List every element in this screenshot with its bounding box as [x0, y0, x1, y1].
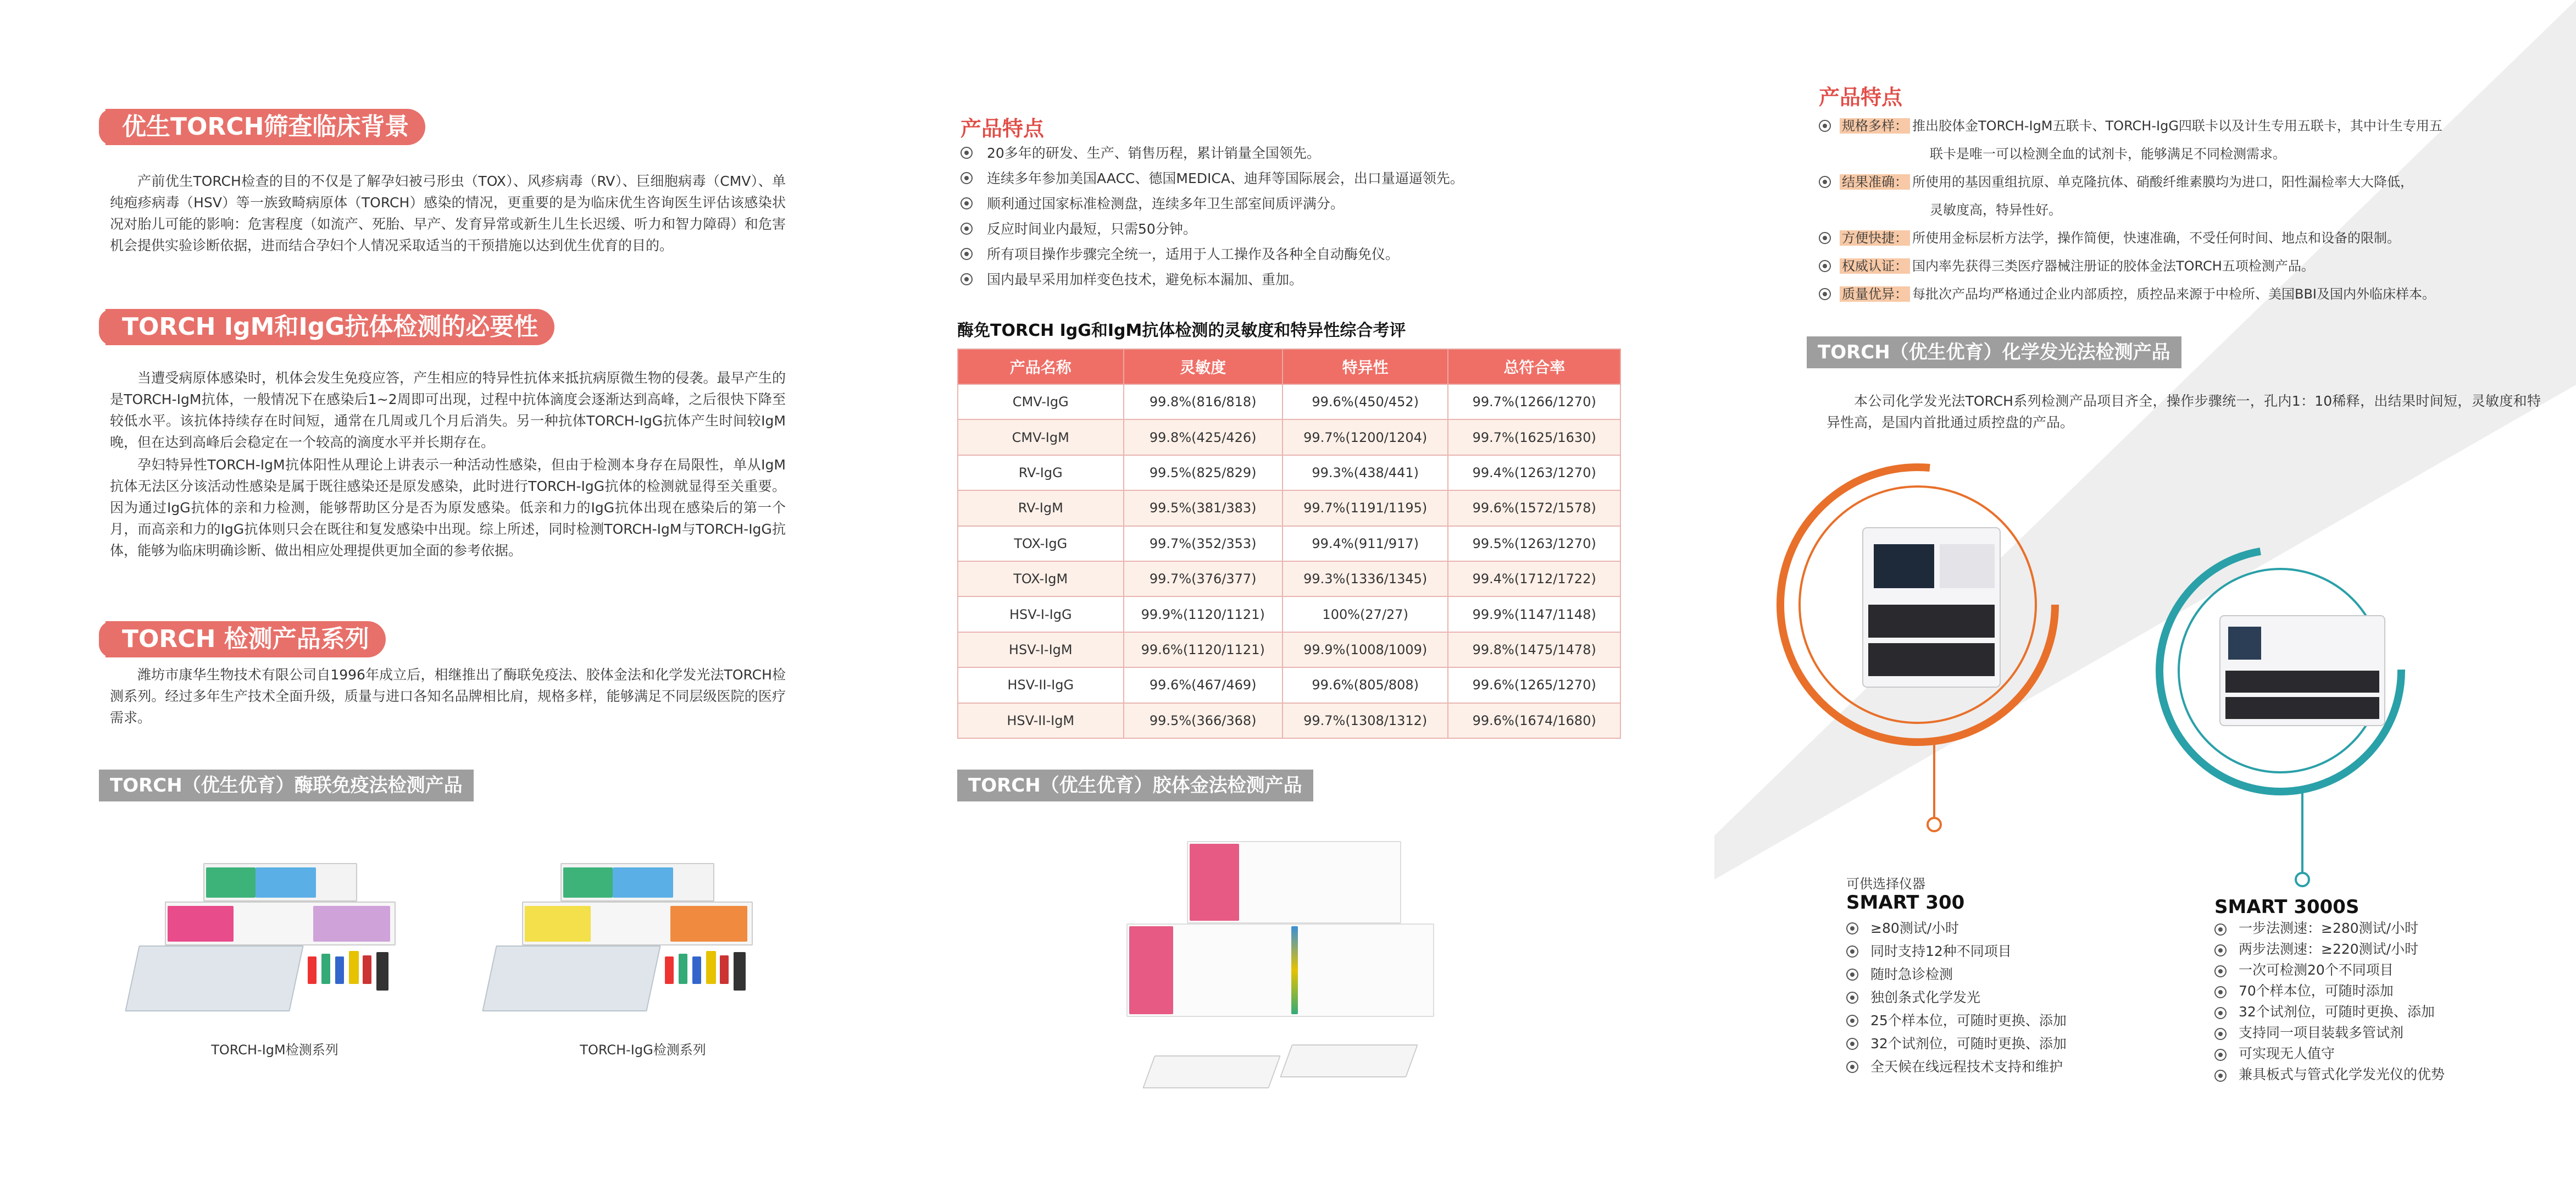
test-card — [1280, 1044, 1418, 1077]
cell-sensitivity: 99.5%(825/829) — [1124, 455, 1283, 490]
cell-agreement: 99.6%(1674/1680) — [1448, 703, 1620, 738]
bullet-icon — [1846, 1038, 1858, 1050]
cell-agreement: 99.6%(1572/1578) — [1448, 490, 1620, 526]
spec-item: 70个样本位，可随时添加 — [2214, 981, 2522, 1002]
spec-item: 25个样本位，可随时更换、添加 — [1846, 1009, 2143, 1032]
features-title: 产品特点 — [961, 117, 1045, 141]
col-header-agreement: 总符合率 — [1448, 349, 1620, 384]
cell-product: RV-IgG — [958, 455, 1124, 490]
vial — [321, 954, 330, 984]
table-row — [958, 490, 1620, 526]
cell-specificity: 99.7%(1191/1195) — [1283, 490, 1448, 526]
igm-kit-image — [132, 858, 440, 1022]
background-paragraph: 产前优生TORCH检查的目的不仅是了解孕妇被弓形虫（TOX）、风疹病毒（RV）、巨细胞病毒（CMV）、单纯疱疹病毒（HSV）等一族致畸病原体（TORCH）感染的情况，更重要的是为临床优生咨询医生评估该感染状况对胎儿可能的影响：危害程度（如流产、死胎、早产、发育异常或新生儿生长迟缓、听力和智力障碍）和危害机会提供实验诊断依据，进而结合孕妇个人情况采取适当的干预措施以达到优生优育的目的。 — [110, 173, 786, 253]
feature-item: 权威认证： 国内率先获得三类医疗器械注册证的胶体金法TORCH五项检测产品。 — [1819, 252, 2550, 280]
cell-product: HSV-I-IgG — [958, 596, 1124, 632]
microplate-bag — [125, 945, 304, 1011]
kit-box-purple-label — [313, 906, 390, 942]
bullet-icon — [1846, 969, 1858, 981]
bullet-icon — [961, 172, 973, 184]
spec-item: 32个试剂位，可随时更换、添加 — [2214, 1002, 2522, 1022]
cell-sensitivity: 99.7%(376/377) — [1124, 561, 1283, 596]
kit-box-orange-label — [670, 906, 747, 942]
table-title: 酶免TORCH IgG和IgM抗体检测的灵敏度和特异性综合考评 — [957, 321, 1406, 340]
table-row — [958, 561, 1620, 596]
bullet-icon — [2214, 923, 2227, 936]
feature-item: 20多年的研发、生产、销售历程，累计销量全国领先。 — [961, 141, 1675, 166]
smart-3000s-title: SMART 3000S — [2214, 896, 2360, 918]
features-list — [961, 141, 1675, 292]
cell-specificity: 99.7%(1200/1204) — [1283, 419, 1448, 455]
feature-item: 连续多年参加美国AACC、德国MEDICA、迪拜等国际展会，出口量逼逼领先。 — [961, 166, 1675, 191]
cell-product: CMV-IgG — [958, 384, 1124, 419]
cell-specificity: 99.6%(450/452) — [1283, 384, 1448, 419]
kit-box-blue-label — [256, 867, 316, 898]
bullet-icon — [1846, 945, 1858, 958]
cell-specificity: 99.6%(805/808) — [1283, 667, 1448, 703]
panel-right — [1714, 0, 2576, 1178]
smart-3000s-analyzer — [2220, 616, 2385, 726]
cell-specificity: 99.4%(911/917) — [1283, 526, 1448, 561]
cell-product: HSV-II-IgG — [958, 667, 1124, 703]
bullet-icon — [1846, 1015, 1858, 1027]
cell-specificity: 99.7%(1308/1312) — [1283, 703, 1448, 738]
product-series-paragraph: 潍坊市康华生物技术有限公司自1996年成立后，相继推出了酶联免疫法、胶体金法和化学发光法TORCH检测系列。经过多年生产技术全面升级，质量与进口各知名品牌相比肩，规格多样，能够满足不同层级医院的医疗需求。 — [110, 667, 786, 726]
table-row — [958, 526, 1620, 561]
cell-agreement: 99.9%(1147/1148) — [1448, 596, 1620, 632]
smart-300-specs — [1846, 917, 2143, 1079]
vial — [692, 956, 701, 984]
cell-agreement: 99.8%(1475/1478) — [1448, 632, 1620, 667]
bullet-icon — [2214, 986, 2227, 998]
igm-series-caption: TORCH-IgM检测系列 — [211, 1042, 338, 1058]
cell-agreement: 99.5%(1263/1270) — [1448, 526, 1620, 561]
bullet-icon — [961, 147, 973, 159]
vial — [308, 956, 317, 984]
bullet-icon — [1819, 120, 1831, 132]
cell-specificity: 100%(27/27) — [1283, 596, 1448, 632]
bullet-icon — [961, 223, 973, 235]
bullet-icon — [1846, 992, 1858, 1004]
bullet-icon — [961, 273, 973, 285]
spec-item: 可实现无人值守 — [2214, 1043, 2522, 1064]
bullet-icon — [961, 248, 973, 260]
col-header-product: 产品名称 — [958, 349, 1124, 384]
features-title: 产品特点 — [1819, 85, 1903, 109]
cell-sensitivity: 99.8%(425/426) — [1124, 419, 1283, 455]
table-row — [958, 384, 1620, 419]
bullet-icon — [1819, 288, 1831, 300]
features-list — [1819, 112, 2550, 308]
table-row — [958, 455, 1620, 490]
feature-item: 方便快捷： 所使用金标层析方法学，操作简便，快速准确，不受任何时间、地点和设备的限制。 — [1819, 224, 2550, 252]
test-card — [1142, 1055, 1281, 1088]
feature-item: 反应时间业内最短，只需50分钟。 — [961, 217, 1675, 242]
spec-item: 全天候在线远程技术支持和维护 — [1846, 1055, 2143, 1079]
feature-item: 规格多样： 推出胶体金TORCH-IgM五联卡、TORCH-IgG四联卡以及计生专用五联卡，其中计生专用五 联卡是唯一可以检测全血的试剂卡，能够满足不同检测需求。 — [1819, 112, 2550, 168]
kit-box-pink-label — [168, 906, 234, 942]
cell-product: TOX-IgG — [958, 526, 1124, 561]
elisa-products-bar: TORCH（优生优育）酶联免疫法检测产品 — [99, 770, 474, 801]
spec-item: 支持同一项目装载多管试剂 — [2214, 1022, 2522, 1043]
cell-agreement: 99.7%(1266/1270) — [1448, 384, 1620, 419]
table-row — [958, 667, 1620, 703]
bullet-icon — [2214, 944, 2227, 956]
vial — [679, 954, 687, 984]
cell-sensitivity: 99.6%(1120/1121) — [1124, 632, 1283, 667]
bullet-icon — [2214, 1007, 2227, 1019]
vial — [349, 951, 359, 984]
kit-box-blue-label — [613, 867, 673, 898]
orange-dot — [1928, 818, 1941, 831]
spec-item: 一次可检测20个不同项目 — [2214, 960, 2522, 981]
table-row — [958, 703, 1620, 738]
optional-instruments-label: 可供选择仪器 — [1846, 876, 1925, 892]
microplate-bag — [482, 945, 661, 1011]
igg-kit-image — [489, 858, 797, 1022]
vial — [720, 955, 729, 984]
cell-product: HSV-II-IgM — [958, 703, 1124, 738]
bullet-icon — [1846, 922, 1858, 934]
panel-middle — [857, 0, 1714, 1178]
cell-agreement: 99.6%(1265/1270) — [1448, 667, 1620, 703]
vial — [363, 955, 371, 984]
table-header-row — [958, 349, 1620, 384]
feature-item: 所有项目操作步骤完全统一，适用于人工操作及各种全自动酶免仪。 — [961, 242, 1675, 267]
spec-item: 独创条式化学发光 — [1846, 986, 2143, 1009]
bullet-icon — [2214, 1070, 2227, 1082]
bullet-icon — [2214, 1049, 2227, 1061]
kit-box-green-label — [206, 867, 256, 898]
vial — [665, 956, 674, 984]
cell-specificity: 99.3%(438/441) — [1283, 455, 1448, 490]
kit-box-yellow-label — [525, 906, 591, 942]
vial — [376, 952, 388, 991]
smart-300-title: SMART 300 — [1846, 892, 1965, 914]
cell-sensitivity: 99.8%(816/818) — [1124, 384, 1283, 419]
smart-3000s-specs — [2214, 918, 2522, 1085]
vial — [734, 952, 746, 991]
cell-agreement: 99.4%(1712/1722) — [1448, 561, 1620, 596]
spec-item: 两步法测速：≥220测试/小时 — [2214, 939, 2522, 960]
cell-agreement: 99.7%(1625/1630) — [1448, 419, 1620, 455]
spec-item: ≥80测试/小时 — [1846, 917, 2143, 940]
igg-series-caption: TORCH-IgG检测系列 — [580, 1042, 706, 1058]
bullet-icon — [2214, 965, 2227, 977]
bullet-icon — [1819, 232, 1831, 244]
feature-item: 国内最早采用加样变色技术，避免标本漏加、重加。 — [961, 267, 1675, 292]
colloidal-gold-bar: TORCH（优生优育）胶体金法检测产品 — [957, 770, 1313, 801]
heading-torch-background: 优生TORCH筛查临床背景 — [106, 109, 425, 145]
cell-product: CMV-IgM — [958, 419, 1124, 455]
bullet-icon — [961, 197, 973, 209]
spec-item: 32个试剂位，可随时更换、添加 — [1846, 1032, 2143, 1055]
feature-item: 质量优异： 每批次产品均严格通过企业内部质控，质控品来源于中检所、美国BBI及国内外临床样本。 — [1819, 280, 2550, 308]
cell-sensitivity: 99.7%(352/353) — [1124, 526, 1283, 561]
cell-specificity: 99.3%(1336/1345) — [1283, 561, 1448, 596]
spec-item: 一步法测速：≥280测试/小时 — [2214, 918, 2522, 939]
spec-item: 随时急诊检测 — [1846, 963, 2143, 986]
cell-specificity: 99.9%(1008/1009) — [1283, 632, 1448, 667]
cell-sensitivity: 99.5%(381/383) — [1124, 490, 1283, 526]
chemiluminescence-bar: TORCH（优生优育）化学发光法检测产品 — [1807, 336, 2181, 368]
bullet-icon — [1846, 1061, 1858, 1073]
col-header-sensitivity: 灵敏度 — [1124, 349, 1283, 384]
spec-item: 同时支持12种不同项目 — [1846, 940, 2143, 963]
kit-stripe — [1291, 926, 1298, 1014]
colloidal-gold-kit-image — [1126, 836, 1456, 1099]
cell-product: RV-IgM — [958, 490, 1124, 526]
cell-sensitivity: 99.9%(1120/1121) — [1124, 596, 1283, 632]
vial — [335, 956, 344, 984]
col-header-specificity: 特异性 — [1283, 349, 1448, 384]
cell-product: TOX-IgM — [958, 561, 1124, 596]
panel-left — [0, 0, 857, 1178]
bullet-icon — [1819, 176, 1831, 188]
kit-box-pink-label — [1190, 844, 1239, 921]
cell-sensitivity: 99.6%(467/469) — [1124, 667, 1283, 703]
table-row — [958, 632, 1620, 667]
kit-box-green-label — [563, 867, 613, 898]
smart-300-analyzer — [1863, 528, 2000, 687]
sensitivity-table — [957, 349, 1621, 739]
vial — [706, 951, 716, 984]
bullet-icon — [2214, 1028, 2227, 1040]
chemiluminescence-paragraph: 本公司化学发光法TORCH系列检测产品项目齐全，操作步骤统一，孔内1：10稀释，出结果时间短，灵敏度和特异性高，是国内首批通过质控盘的产品。 — [1826, 393, 2541, 430]
table-row — [958, 596, 1620, 632]
table-row — [958, 419, 1620, 455]
instrument-illustration — [1714, 451, 2576, 902]
cell-product: HSV-I-IgM — [958, 632, 1124, 667]
feature-item: 顺利通过国家标准检测盘，连续多年卫生部室间质评满分。 — [961, 191, 1675, 217]
feature-item: 结果准确： 所使用的基因重组抗原、单克隆抗体、硝酸纤维素膜均为进口，阳性漏检率大大降低， 灵敏度高，特异性好。 — [1819, 168, 2550, 224]
spec-item: 兼具板式与管式化学发光仪的优势 — [2214, 1064, 2522, 1085]
heading-igm-igg-necessity: TORCH IgM和IgG抗体检测的必要性 — [106, 309, 554, 345]
cell-sensitivity: 99.5%(366/368) — [1124, 703, 1283, 738]
necessity-paragraphs: 当遭受病原体感染时，机体会发生免疫应答，产生相应的特异性抗体来抵抗病原微生物的侵袭。最早产生的是TORCH-IgM抗体，一般情况下在感染后1~2周即可出现，过程中抗体滴度会逐渐达到高峰，之后很快下降至较低水平。该抗体持续存在时间短，通常在几周或几个月后消失。另一种抗体TORCH-IgG抗体产生时间较IgM晚，但在达到高峰后会稳定在一个较高的滴度水平并长期存在。 孕妇特异性TORCH-IgM抗体阳性从理论上讲表示一种活动性感染，但由于检测本身存在局限性，单从IgM抗体无法区分该活动性感染是属于既往感染还是原发感染，此时进行TORCH-IgG抗体的检测就显得至关重要。因为通过IgG抗体的亲和力检测，能够帮助区分是否为原发感染。低亲和力的IgG抗体出现在感染后的第一个月，而高亲和力的IgG抗体则只会在既往和复发感染中出现。综上所述，同时检测TORCH-IgM与TORCH-IgG抗体，能够为临床明确诊断、做出相应处理提供更加全面的参考依据。 — [110, 370, 786, 558]
cell-agreement: 99.4%(1263/1270) — [1448, 455, 1620, 490]
heading-product-series: TORCH 检测产品系列 — [106, 621, 386, 657]
kit-box-pink-label — [1129, 926, 1173, 1014]
bullet-icon — [1819, 260, 1831, 272]
teal-dot — [2296, 873, 2309, 886]
